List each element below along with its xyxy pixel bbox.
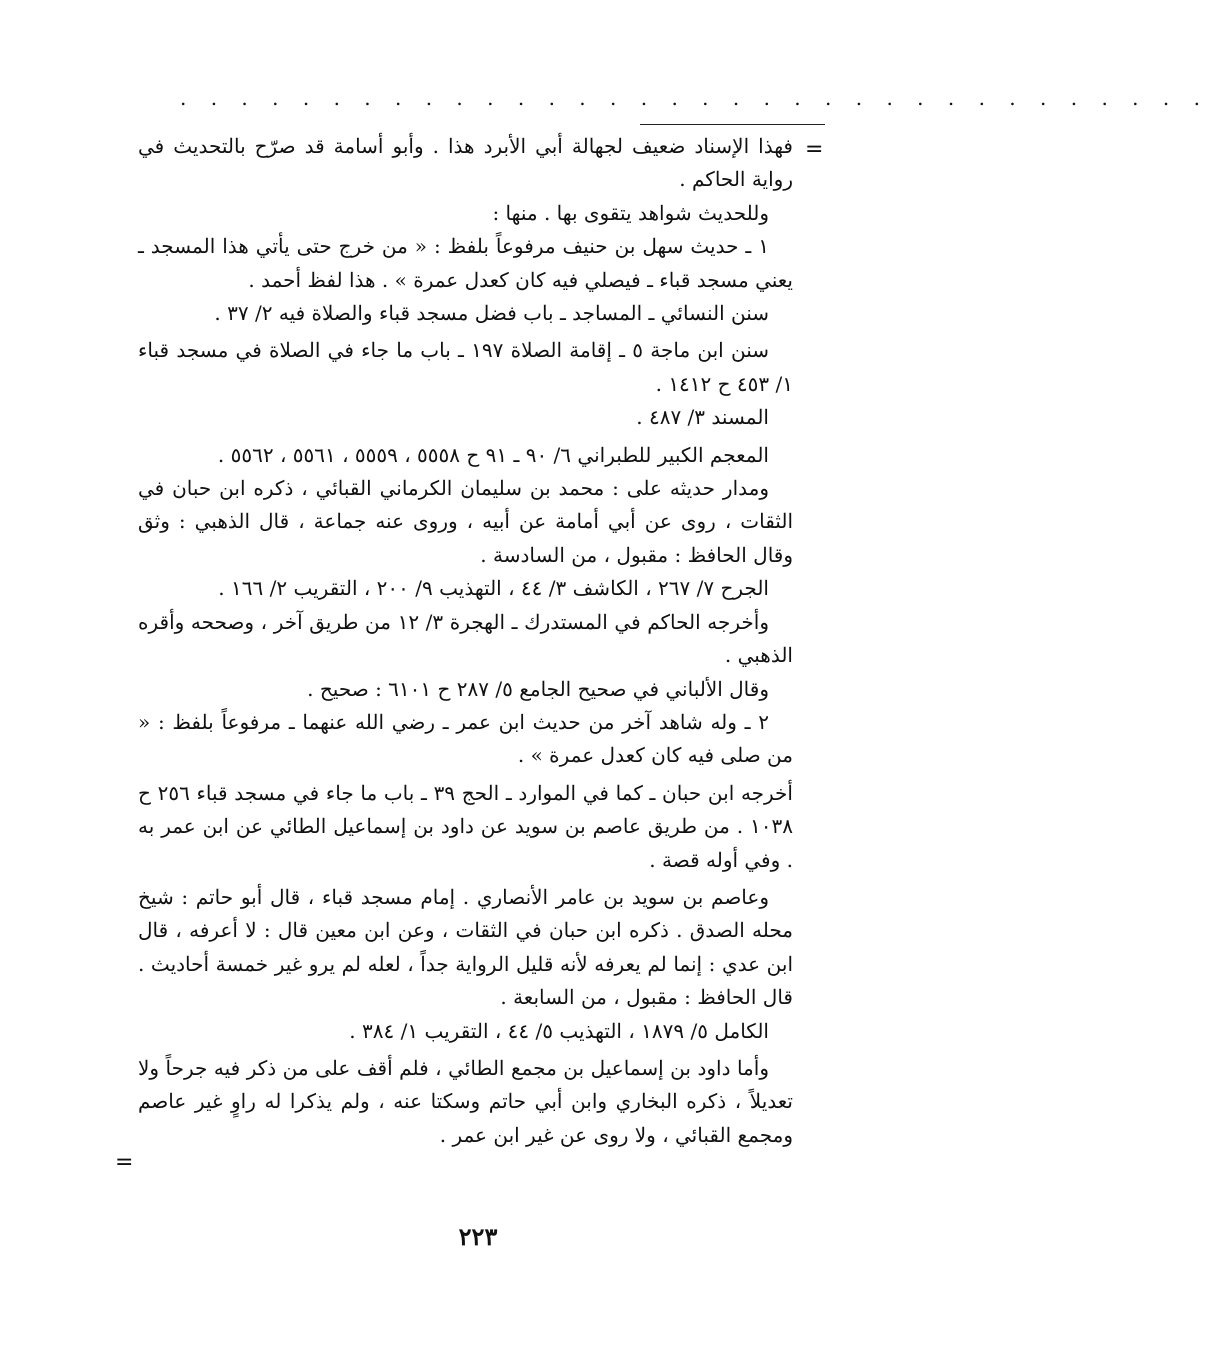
paragraph: وللحديث شواهد يتقوى بها . منها : [492,200,769,225]
paragraph: وأخرجه الحاكم في المستدرك ـ الهجرة ٣/ ١٢ من طريق آخر ، وصححه وأقره الذهبي . [138,609,793,668]
dotted-separator: . . . . . . . . . . . . . . . . . . . . . . . . . . . . . . . . . . [180,86,1209,110]
paragraph: أخرجه ابن حبان ـ كما في الموارد ـ الحج ٣٩ ـ باب ما جاء في مسجد قباء ٢٥٦ ح ١٠٣٨ . من طريق عاصم بن سويد عن داود بن إسماعيل الطائي عن ابن عمر به . وفي أوله قصة . [138,780,793,872]
citation: الجرح ٧/ ٢٦٧ ، الكاشف ٣/ ٤٤ ، التهذيب ٩/ ٢٠٠ ، التقريب ٢/ ١٦٦ . [218,576,769,601]
paragraph: وعاصم بن سويد بن عامر الأنصاري . إمام مسجد قباء ، قال أبو حاتم : شيخ محله الصدق . ذكره ابن حبان في الثقات ، وعن ابن معين قال : لا أعرفه ، قال ابن عدي : إنما لم يعرفه لأنه قليل الرواية جداً ، لعله لم يرو غير خمسة أحاديث . قال الحافظ : مقبول ، من السابعة . [138,884,793,1010]
continuation-mark-top: = [805,137,824,162]
citation: سنن النسائي ـ المساجد ـ باب فضل مسجد قباء والصلاة فيه ٢/ ٣٧ . [214,301,769,326]
paragraph: وأما داود بن إسماعيل بن مجمع الطائي ، فلم أقف على من ذكر فيه جرحاً ولا تعديلاً ، ذكره البخاري وابن أبي حاتم وسكتا عنه ، ولم يذكرا له راوٍ غير عاصم ومجمع القبائي ، ولا روى عن غير ابن عمر . [138,1055,793,1147]
citation: المعجم الكبير للطبراني ٦/ ٩٠ ـ ٩١ ح ٥٥٥٨ ، ٥٥٥٩ ، ٥٥٦١ ، ٥٥٦٢ . [217,442,769,467]
paragraph: ١ ـ حديث سهل بن حنيف مرفوعاً بلفظ : « من خرج حتى يأتي هذا المسجد ـ يعني مسجد قباء ـ فيصلي فيه كان كعدل عمرة » . هذا لفظ أحمد . [138,234,793,292]
continuation-mark-bottom: = [115,1150,134,1175]
paragraph: فهذا الإسناد ضعيف لجهالة أبي الأبرد هذا . وأبو أسامة قد صرّح بالتحديث في رواية الحاكم . [138,134,793,192]
paragraph: ومدار حديثه على : محمد بن سليمان الكرماني القبائي ، ذكره ابن حبان في الثقات ، روى عن أبي أمامة عن أبيه ، وروى عنه جماعة ، قال الذهبي : وثق وقال الحافظ : مقبول ، من السادسة . [138,476,793,567]
page-number: ٢٢٣ [458,1222,498,1251]
footnote-rule [640,124,825,125]
paragraph: وقال الألباني في صحيح الجامع ٥/ ٢٨٧ ح ٦١٠١ : صحيح . [307,676,769,701]
footnote-text [138,130,793,1152]
citation: الكامل ٥/ ١٨٧٩ ، التهذيب ٥/ ٤٤ ، التقريب ١/ ٣٨٤ . [349,1018,769,1043]
citation: المسند ٣/ ٤٨٧ . [636,405,769,430]
paragraph: ٢ ـ وله شاهد آخر من حديث ابن عمر ـ رضي الله عنهما ـ مرفوعاً بلفظ : « من صلى فيه كان كعدل عمرة » . [138,709,793,768]
citation: سنن ابن ماجة ٥ ـ إقامة الصلاة ١٩٧ ـ باب ما جاء في الصلاة في مسجد قباء ١/ ٤٥٣ ح ١٤١٢ . [138,338,793,396]
